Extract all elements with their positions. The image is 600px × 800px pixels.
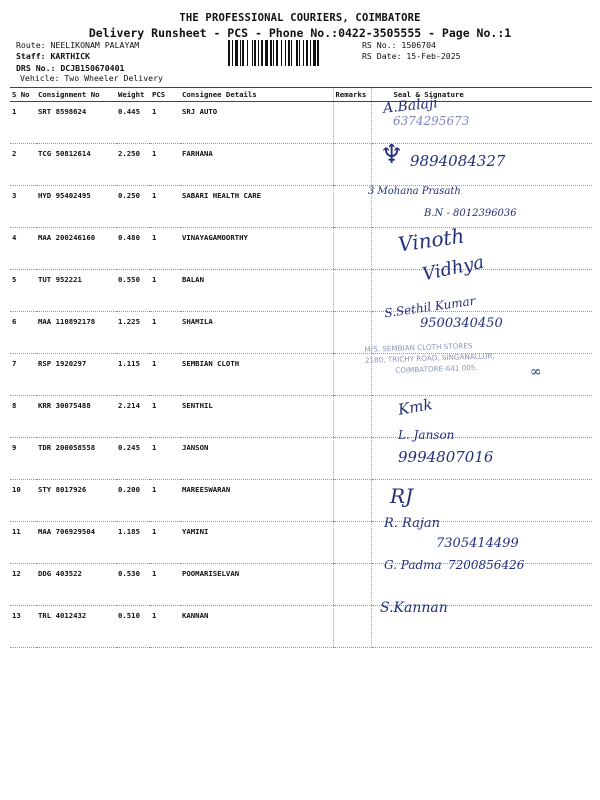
row-remarks xyxy=(333,564,371,606)
signature-2-mark: ♆ xyxy=(380,140,404,170)
document-title: THE PROFESSIONAL COURIERS, COIMBATORE xyxy=(179,12,421,24)
row-consignment-no: TCG 50812614 xyxy=(36,144,116,186)
signature-11-name: R. Rajan xyxy=(384,516,441,531)
row-consignment-no: TRL 4012432 xyxy=(36,606,116,648)
row-sno: 9 xyxy=(10,438,36,480)
row-sno: 11 xyxy=(10,522,36,564)
company-stamp xyxy=(364,336,585,386)
row-remarks xyxy=(333,396,371,438)
row-remarks xyxy=(333,606,371,648)
row-consignee: MAREESWARAN xyxy=(180,480,333,522)
table-row xyxy=(10,438,592,480)
col-header-consignment: Consignment No xyxy=(36,88,116,102)
row-pcs: 1 xyxy=(150,480,180,522)
row-sno: 7 xyxy=(10,354,36,396)
signature-6-phone: 9500340450 xyxy=(420,316,503,331)
signature-2-phone: 9894084327 xyxy=(410,152,506,170)
row-consignment-no: HYD 95402495 xyxy=(36,186,116,228)
row-weight: 1.225 xyxy=(116,312,150,354)
row-consignment-no: MAA 110892178 xyxy=(36,312,116,354)
row-sno: 8 xyxy=(10,396,36,438)
table-row xyxy=(10,270,592,312)
row-consignment-no: TUT 952221 xyxy=(36,270,116,312)
vehicle-label: Vehicle: Two Wheeler Delivery xyxy=(20,73,163,83)
rs-number: RS No.: 1506704 xyxy=(362,40,436,50)
row-consignee: JANSON xyxy=(180,438,333,480)
row-pcs: 1 xyxy=(150,438,180,480)
row-consignee: VINAYAGAMOORTHY xyxy=(180,228,333,270)
signature-3-phone: B.N - 8012396036 xyxy=(424,208,517,219)
signature-9-name: L. Janson xyxy=(398,428,455,442)
barcode xyxy=(228,40,356,66)
signature-11-phone: 7305414499 xyxy=(436,536,519,551)
row-remarks xyxy=(333,186,371,228)
table-row xyxy=(10,480,592,522)
route-label: Route: NEELIKONAM PALAYAM xyxy=(16,40,140,50)
row-remarks xyxy=(333,102,371,144)
signature-13: S.Kannan xyxy=(380,600,448,616)
row-consignee: SHAMILA xyxy=(180,312,333,354)
stamp-line-2: 2180, TRICHY ROAD, SINGANALLUR, xyxy=(364,351,496,365)
row-weight: 0.480 xyxy=(116,228,150,270)
col-header-weight: Weight xyxy=(116,88,150,102)
row-remarks xyxy=(333,522,371,564)
row-consignment-no: STY 8017926 xyxy=(36,480,116,522)
table-row xyxy=(10,228,592,270)
row-pcs: 1 xyxy=(150,186,180,228)
row-pcs: 1 xyxy=(150,606,180,648)
row-remarks xyxy=(333,480,371,522)
document-subtitle: Delivery Runsheet - PCS - Phone No.:0422-3505555 - Page No.:1 xyxy=(88,26,512,40)
signature-1-name: A.Balaji xyxy=(382,95,439,117)
row-consignee: KANNAN xyxy=(180,606,333,648)
table-header-row xyxy=(10,88,592,102)
row-pcs: 1 xyxy=(150,396,180,438)
row-weight: 1.115 xyxy=(116,354,150,396)
table-row xyxy=(10,186,592,228)
row-sno: 6 xyxy=(10,312,36,354)
row-pcs: 1 xyxy=(150,312,180,354)
col-header-remarks: Remarks xyxy=(333,88,371,102)
row-consignment-no: MAA 200246160 xyxy=(36,228,116,270)
row-remarks xyxy=(333,144,371,186)
row-consignment-no: TDR 200058558 xyxy=(36,438,116,480)
row-sno: 1 xyxy=(10,102,36,144)
row-weight: 2.214 xyxy=(116,396,150,438)
row-consignee: SENTHIL xyxy=(180,396,333,438)
col-header-sno: S No xyxy=(10,88,36,102)
signature-3-name: 3 Mohana Prasath xyxy=(368,186,461,197)
drs-label: DRS No.: DCJB150670401 xyxy=(16,63,125,73)
table-row xyxy=(10,606,592,648)
row-sno: 10 xyxy=(10,480,36,522)
signature-4: Vinoth xyxy=(396,223,466,257)
row-pcs: 1 xyxy=(150,564,180,606)
row-consignee: SABARI HEALTH CARE xyxy=(180,186,333,228)
row-weight: 0.200 xyxy=(116,480,150,522)
row-weight: 0.245 xyxy=(116,438,150,480)
row-consignee: SEMBIAN CLOTH xyxy=(180,354,333,396)
signature-1-phone: 6374295673 xyxy=(393,114,470,128)
row-weight: 0.250 xyxy=(116,186,150,228)
row-pcs: 1 xyxy=(150,354,180,396)
col-header-consignee: Consignee Details xyxy=(180,88,333,102)
row-consignee: POOMARISELVAN xyxy=(180,564,333,606)
row-remarks xyxy=(333,228,371,270)
row-remarks xyxy=(333,270,371,312)
signature-10: RJ xyxy=(390,484,414,508)
row-weight: 2.250 xyxy=(116,144,150,186)
row-pcs: 1 xyxy=(150,102,180,144)
row-weight: 0.530 xyxy=(116,564,150,606)
row-weight: 1.185 xyxy=(116,522,150,564)
col-header-pcs: PCS xyxy=(150,88,180,102)
row-pcs: 1 xyxy=(150,228,180,270)
row-sno: 5 xyxy=(10,270,36,312)
signature-7-mark: ∞ xyxy=(530,364,542,380)
row-sno: 3 xyxy=(10,186,36,228)
row-weight: 0.550 xyxy=(116,270,150,312)
row-consignment-no: DDG 403522 xyxy=(36,564,116,606)
signature-12-phone: 7200856426 xyxy=(448,558,525,572)
stamp-line-1: M/S. SEMBIAN CLOTH STORES xyxy=(364,341,473,354)
row-weight: 0.445 xyxy=(116,102,150,144)
signature-12-name: G. Padma xyxy=(384,558,442,572)
table-row xyxy=(10,396,592,438)
rs-date: RS Date: 15-Feb-2025 xyxy=(362,51,461,61)
row-consignment-no: MAA 706929504 xyxy=(36,522,116,564)
row-remarks xyxy=(333,438,371,480)
row-consignee: SRJ AUTO xyxy=(180,102,333,144)
row-consignment-no: SRT 8598624 xyxy=(36,102,116,144)
row-consignee: FARHANA xyxy=(180,144,333,186)
signature-5: Vidhya xyxy=(420,251,486,286)
signature-6-name: S.Sethil Kumar xyxy=(383,293,477,321)
signature-8: Kmk xyxy=(396,395,434,419)
row-weight: 0.510 xyxy=(116,606,150,648)
col-header-signature: Seal & Signature xyxy=(371,88,592,102)
row-sno: 2 xyxy=(10,144,36,186)
stamp-line-3: COIMBATORE-641 005. xyxy=(395,362,478,375)
row-pcs: 1 xyxy=(150,270,180,312)
row-pcs: 1 xyxy=(150,522,180,564)
signature-9-phone: 9994807016 xyxy=(398,448,494,466)
row-sno: 13 xyxy=(10,606,36,648)
staff-label: Staff: KARTHICK xyxy=(16,51,90,61)
row-consignment-no: KRR 30075488 xyxy=(36,396,116,438)
row-pcs: 1 xyxy=(150,144,180,186)
row-consignment-no: RSP 1920297 xyxy=(36,354,116,396)
row-sno: 12 xyxy=(10,564,36,606)
row-consignee: YAMINI xyxy=(180,522,333,564)
row-sno: 4 xyxy=(10,228,36,270)
table-row xyxy=(10,102,592,144)
row-consignee: BALAN xyxy=(180,270,333,312)
